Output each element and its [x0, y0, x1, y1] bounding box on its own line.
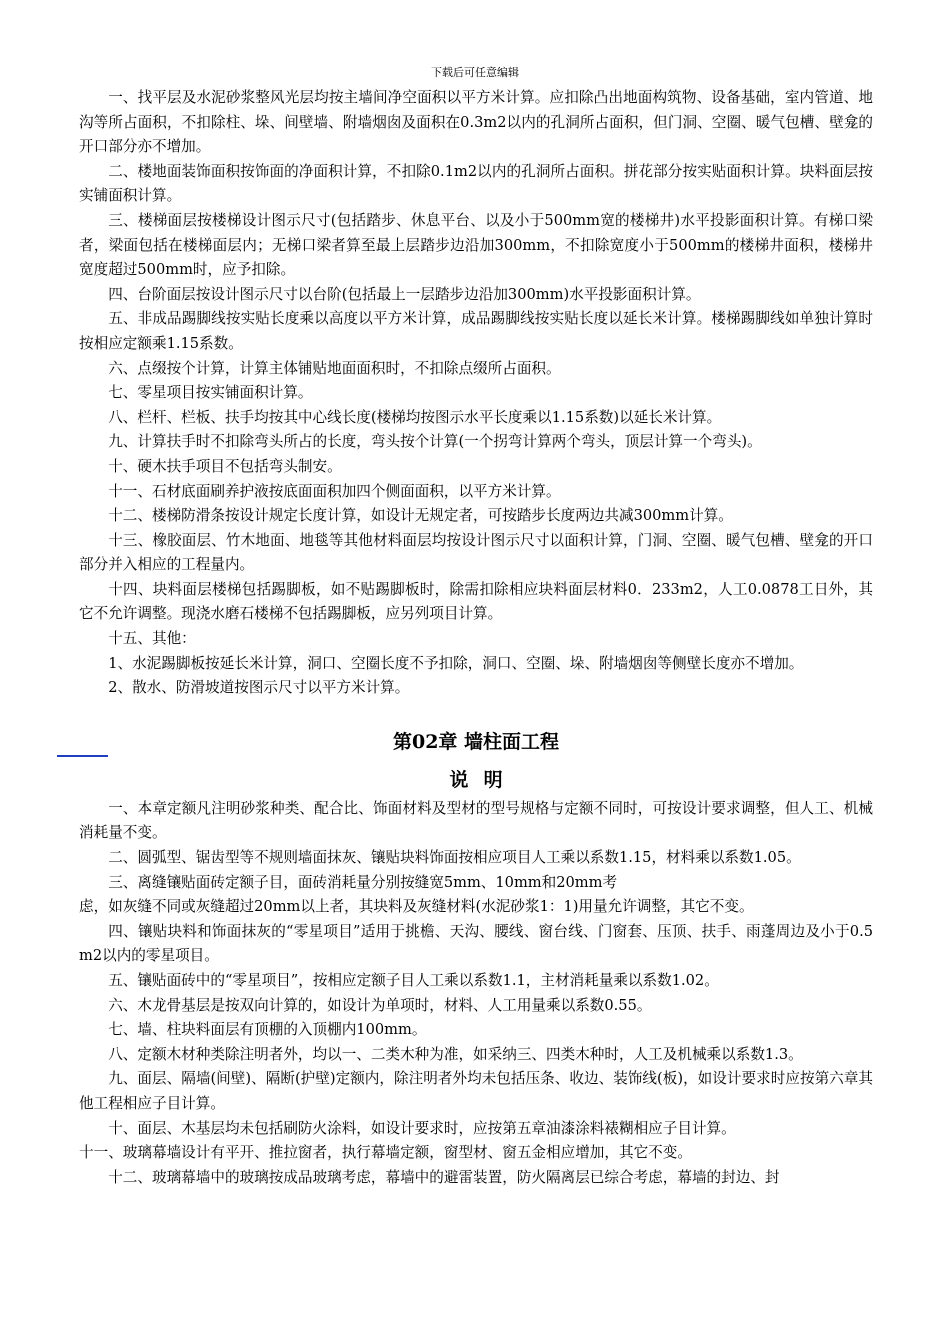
paragraph: 九、计算扶手时不扣除弯头所占的长度，弯头按个计算(一个拐弯计算两个弯头，顶层计算一个弯头)。	[108, 433, 762, 451]
paragraph: 二、楼地面装饰面积按饰面的净面积计算，不扣除0.1m2以内的孔洞所占面积。拼花部分按实贴面积计算。块料面层按实铺面积计算。	[79, 162, 873, 205]
paragraph: 四、台阶面层按设计图示尺寸以台阶(包括最上一层踏步边沿加300mm)水平投影面积计算。	[108, 285, 701, 303]
paragraph: 虑，如灰缝不同或灰缝超过20mm以上者，其块料及灰缝材料(水泥砂浆1：1)用量允许调整，其它不变。	[79, 898, 754, 916]
paragraph: 十三、橡胶面层、竹木地面、地毯等其他材料面层均按设计图示尺寸以面积计算，门洞、空圈、暖气包槽、壁龛的开口部分并入相应的工程量内。	[79, 531, 873, 574]
chapter-title	[79, 701, 873, 767]
paragraph: 十五、其他：	[108, 630, 196, 648]
paragraph: 六、点缀按个计算，计算主体铺贴地面面积时，不扣除点缀所占面积。	[108, 359, 561, 377]
paragraph: 七、墙、柱块料面层有顶棚的入顶棚内100mm。	[108, 1021, 427, 1039]
paragraph: 四、镶贴块料和饰面抹灰的“零星项目”适用于挑檐、天沟、腰线、窗台线、门窗套、压顶、扶手、雨蓬周边及小于0.5m2以内的零星项目。	[79, 922, 873, 965]
chapter-title-text: 第02章 墙柱面工程	[392, 730, 560, 753]
paragraph: 五、镶贴面砖中的“零星项目”，按相应定额子目人工乘以系数1.1，主材消耗量乘以系数1.02。	[108, 972, 719, 989]
paragraph: 三、离缝镶贴面砖定额子目，面砖消耗量分别按缝宽5mm、10mm和20mm考	[108, 873, 618, 891]
document-body	[79, 86, 873, 1190]
paragraph: 十一、玻璃幕墙设计有平开、推拉窗者，执行幕墙定额，窗型材、窗五金相应增加，其它不变。	[79, 1144, 692, 1162]
paragraph: 一、找平层及水泥砂浆整风光层均按主墙间净空面积以平方米计算。应扣除凸出地面构筑物、设备基础，室内管道、地沟等所占面积，不扣除柱、垛、间壁墙、附墙烟囱及面积在0.3m2以内的孔洞所占面积，但门洞、空圈、暖气包槽、壁龛的开口部分亦不增加。	[79, 89, 873, 156]
paragraph: 八、定额木材种类除注明者外，均以一、二类木种为准，如采纳三、四类木种时，人工及机械乘以系数1.3。	[108, 1045, 803, 1063]
paragraph: 九、面层、隔墙(间壁)、隔断(护壁)定额内，除注明者外均未包括压条、收边、装饰线(板)，如设计要求时应按第六章其他工程相应子目计算。	[79, 1070, 873, 1112]
paragraph: 十、面层、木基层均未包括刷防火涂料，如设计要求时，应按第五章油漆涂料裱糊相应子目计算。	[108, 1119, 736, 1137]
page-header: 下载后可任意编辑	[431, 66, 519, 79]
paragraph: 八、栏杆、栏板、扶手均按其中心线长度(楼梯均按图示水平长度乘以1.15系数)以延长米计算。	[108, 408, 722, 426]
paragraph: 七、零星项目按实铺面积计算。	[108, 384, 313, 402]
paragraph: 一、本章定额凡注明砂浆种类、配合比、饰面材料及型材的型号规格与定额不同时，可按设计要求调整，但人工、机械消耗量不变。	[79, 799, 873, 842]
section-floor-rules	[79, 86, 873, 701]
paragraph: 2、散水、防滑坡道按图示尺寸以平方米计算。	[108, 679, 410, 697]
section-subtitle: 说明	[449, 768, 518, 791]
blue-rule-divider	[57, 755, 108, 757]
paragraph: 六、木龙骨基层是按双向计算的，如设计为单项时，材料、人工用量乘以系数0.55。	[108, 996, 652, 1014]
paragraph: 三、楼梯面层按楼梯设计图示尺寸(包括踏步、休息平台、以及小于500mm宽的楼梯井)水平投影面积计算。有梯口梁者，梁面包括在楼梯面层内；无梯口梁者算至最上层踏步边沿加300mm，不扣除宽度小于500mm的楼梯井面积，楼梯井宽度超过500mm时，应予扣除。	[79, 211, 873, 279]
paragraph: 1、水泥踢脚板按延长米计算，洞口、空圈长度不予扣除，洞口、空圈、垛、附墙烟囱等侧壁长度亦不增加。	[108, 654, 804, 672]
paragraph: 十二、玻璃幕墙中的玻璃按成品玻璃考虑，幕墙中的避雷装置，防火隔离层已综合考虑，幕墙的封边、封	[108, 1168, 780, 1186]
paragraph: 十一、石材底面刷养护液按底面面积加四个侧面面积，以平方米计算。	[108, 482, 561, 500]
paragraph: 五、非成品踢脚线按实贴长度乘以高度以平方米计算，成品踢脚线按实贴长度以延长米计算。楼梯踢脚线如单独计算时按相应定额乘1.15系数。	[79, 310, 873, 352]
section-wall-rules	[79, 797, 873, 1191]
paragraph: 十二、楼梯防滑条按设计规定长度计算，如设计无规定者，可按踏步长度两边共减300mm计算。	[108, 507, 733, 525]
paragraph: 二、圆弧型、锯齿型等不规则墙面抹灰、镶贴块料饰面按相应项目人工乘以系数1.15，材料乘以系数1.05。	[108, 849, 801, 867]
paragraph: 十、硬木扶手项目不包括弯头制安。	[108, 457, 342, 475]
paragraph: 十四、块料面层楼梯包括踢脚板，如不贴踢脚板时，除需扣除相应块料面层材料0．233m2，人工0.0878工日外，其它不允许调整。现浇水磨石楼梯不包括踢脚板，应另列项目计算。	[79, 580, 873, 623]
